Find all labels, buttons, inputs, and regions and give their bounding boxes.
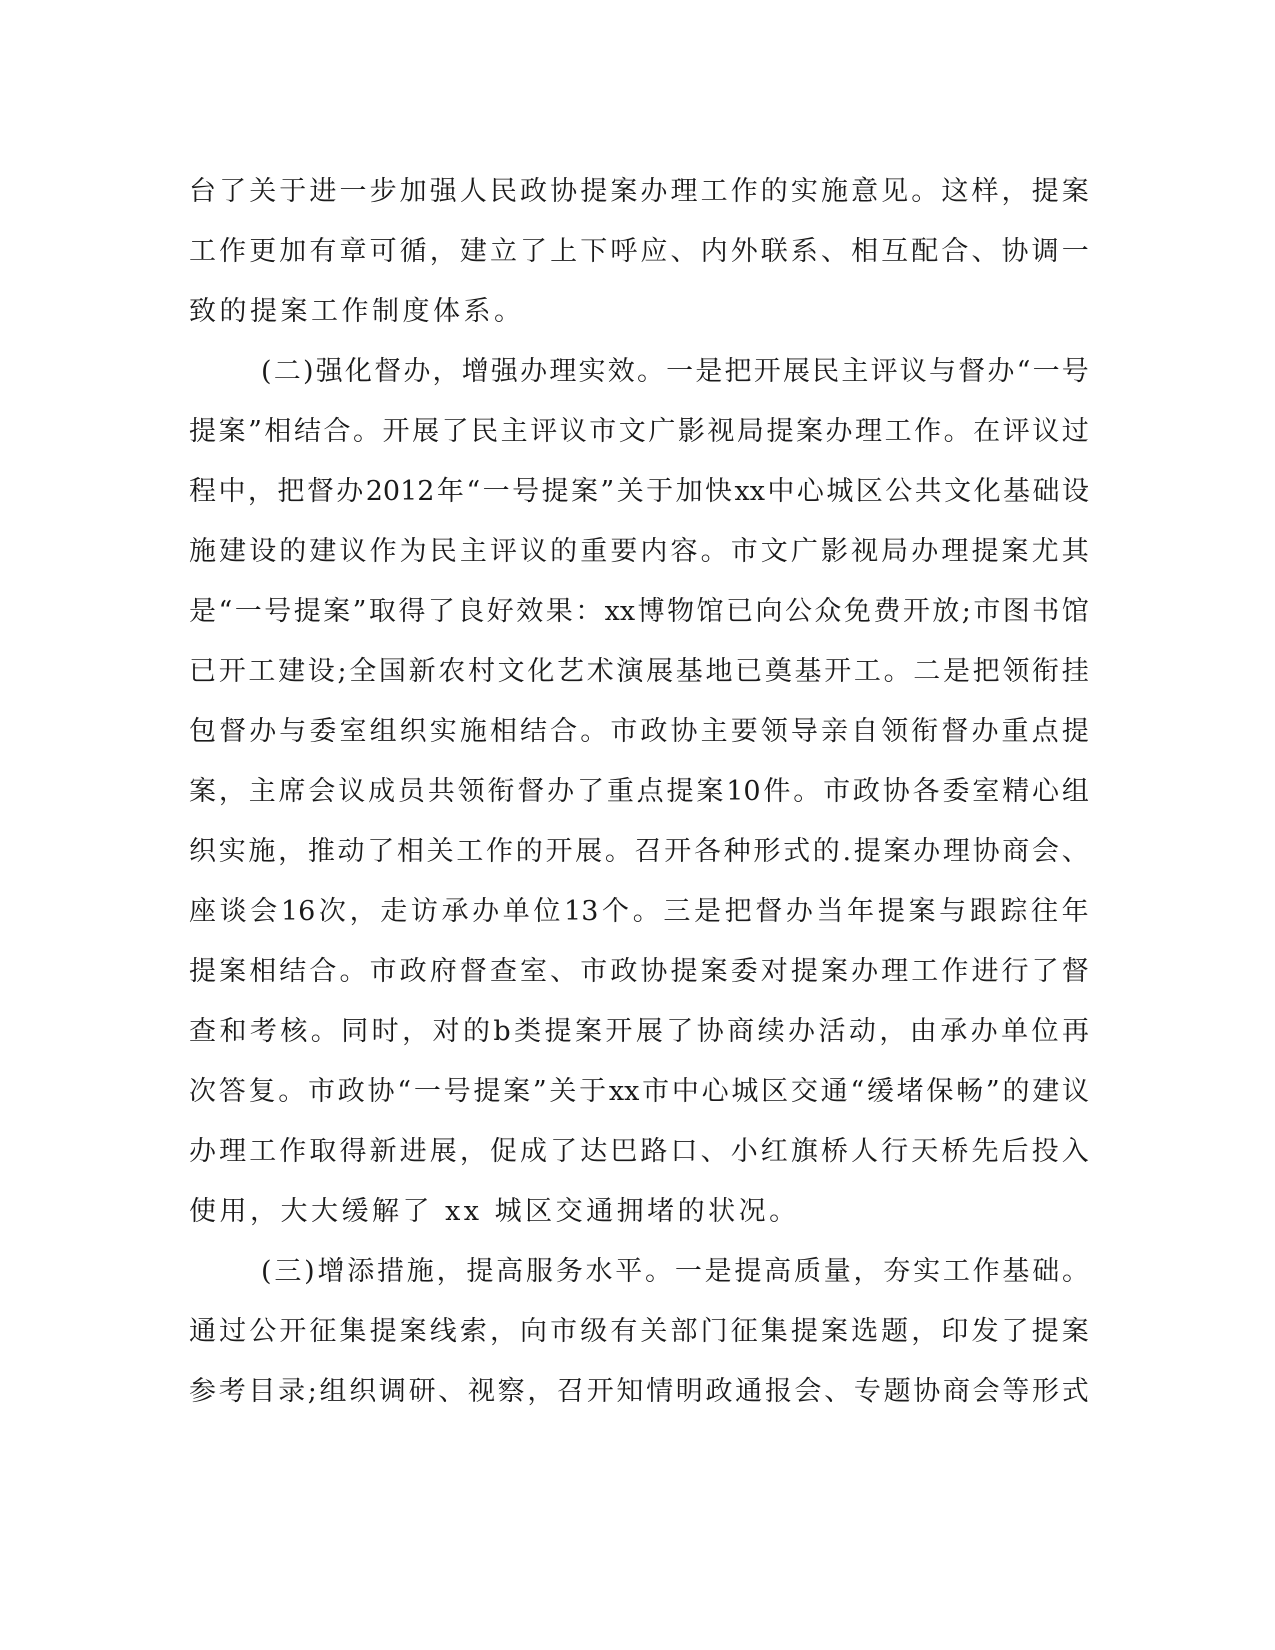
text-line: 案 ， 主 席 会 议 成 员 共 领 衔 督 办 了 重 点 提 案 10 件 。 市 政 协 各 委 室 精 心 组 — [189, 776, 1089, 807]
text-line: 包 督 办 与 委 室 组 织 实 施 相 结 合 。 市 政 协 主 要 领 导 亲 自 领 衔 督 办 重 点 提 — [189, 716, 1089, 747]
text-line: 参 考 目 录 ; 组 织 调 研 、 视 察 ， 召 开 知 情 明 政 通 报 会 、 专 题 协 商 会 等 形 式 — [189, 1376, 1089, 1407]
text-line: ( 三 ) 增 添 措 施 ， 提 高 服 务 水 平 。 一 是 提 高 质 量 ， 夯 实 工 作 基 础 。 — [261, 1256, 1089, 1287]
text-line: 提 案 相 结 合 。 市 政 府 督 查 室 、 市 政 协 提 案 委 对 提 案 办 理 工 作 进 行 了 督 — [189, 956, 1089, 987]
text-line: 办 理 工 作 取 得 新 进 展 ， 促 成 了 达 巴 路 口 、 小 红 旗 桥 人 行 天 桥 先 后 投 入 — [189, 1136, 1089, 1167]
text-line: 施 建 设 的 建 议 作 为 民 主 评 议 的 重 要 内 容 。 市 文 广 影 视 局 办 理 提 案 尤 其 — [189, 536, 1089, 567]
text-line: 提 案 ” 相 结 合 。 开 展 了 民 主 评 议 市 文 广 影 视 局 提 案 办 理 工 作 。 在 评 议 过 — [189, 416, 1089, 447]
text-line: 座 谈 会 16 次 ， 走 访 承 办 单 位 13 个 。 三 是 把 督 办 当 年 提 案 与 跟 踪 往 年 — [189, 896, 1089, 927]
text-line: 查 和 考 核 。 同 时 ， 对 的 b 类 提 案 开 展 了 协 商 续 办 活 动 ， 由 承 办 单 位 再 — [189, 1016, 1089, 1047]
body-text — [189, 162, 1089, 1422]
paragraph-1 — [189, 162, 1089, 342]
text-line: 工 作 更 加 有 章 可 循 ， 建 立 了 上 下 呼 应 、 内 外 联 系 、 相 互 配 合 、 协 调 一 — [189, 236, 1089, 267]
text-line: 致的提案工作制度体系。 — [189, 296, 525, 327]
text-line: 是 “ 一 号 提 案 ” 取 得 了 良 好 效 果 ： xx 博 物 馆 已 向 公 众 免 费 开 放 ; 市 图 书 馆 — [189, 596, 1089, 627]
text-line: 次 答 复 。 市 政 协 “ 一 号 提 案 ” 关 于 xx 市 中 心 城 区 交 通 “ 缓 堵 保 畅 ” 的 建 议 — [189, 1076, 1089, 1107]
paragraph-2 — [189, 342, 1089, 1242]
text-line: 已 开 工 建 设 ; 全 国 新 农 村 文 化 艺 术 演 展 基 地 已 奠 基 开 工 。 二 是 把 领 衔 挂 — [189, 656, 1089, 687]
text-line: ( 二 ) 强 化 督 办 ， 增 强 办 理 实 效 。 一 是 把 开 展 民 主 评 议 与 督 办 “ 一 号 — [261, 356, 1089, 387]
text-line: 织 实 施 ， 推 动 了 相 关 工 作 的 开 展 。 召 开 各 种 形 式 的 . 提 案 办 理 协 商 会 、 — [189, 836, 1089, 867]
paragraph-3 — [189, 1242, 1089, 1422]
text-line: 使用，大大缓解了 xx 城区交通拥堵的状况。 — [189, 1196, 800, 1227]
text-line: 通 过 公 开 征 集 提 案 线 索 ， 向 市 级 有 关 部 门 征 集 提 案 选 题 ， 印 发 了 提 案 — [189, 1316, 1089, 1347]
text-line: 程 中 ， 把 督 办 2012 年 “ 一 号 提 案 ” 关 于 加 快 xx 中 心 城 区 公 共 文 化 基 础 设 — [189, 476, 1089, 507]
text-line: 台 了 关 于 进 一 步 加 强 人 民 政 协 提 案 办 理 工 作 的 实 施 意 见 。 这 样 ， 提 案 — [189, 176, 1089, 207]
